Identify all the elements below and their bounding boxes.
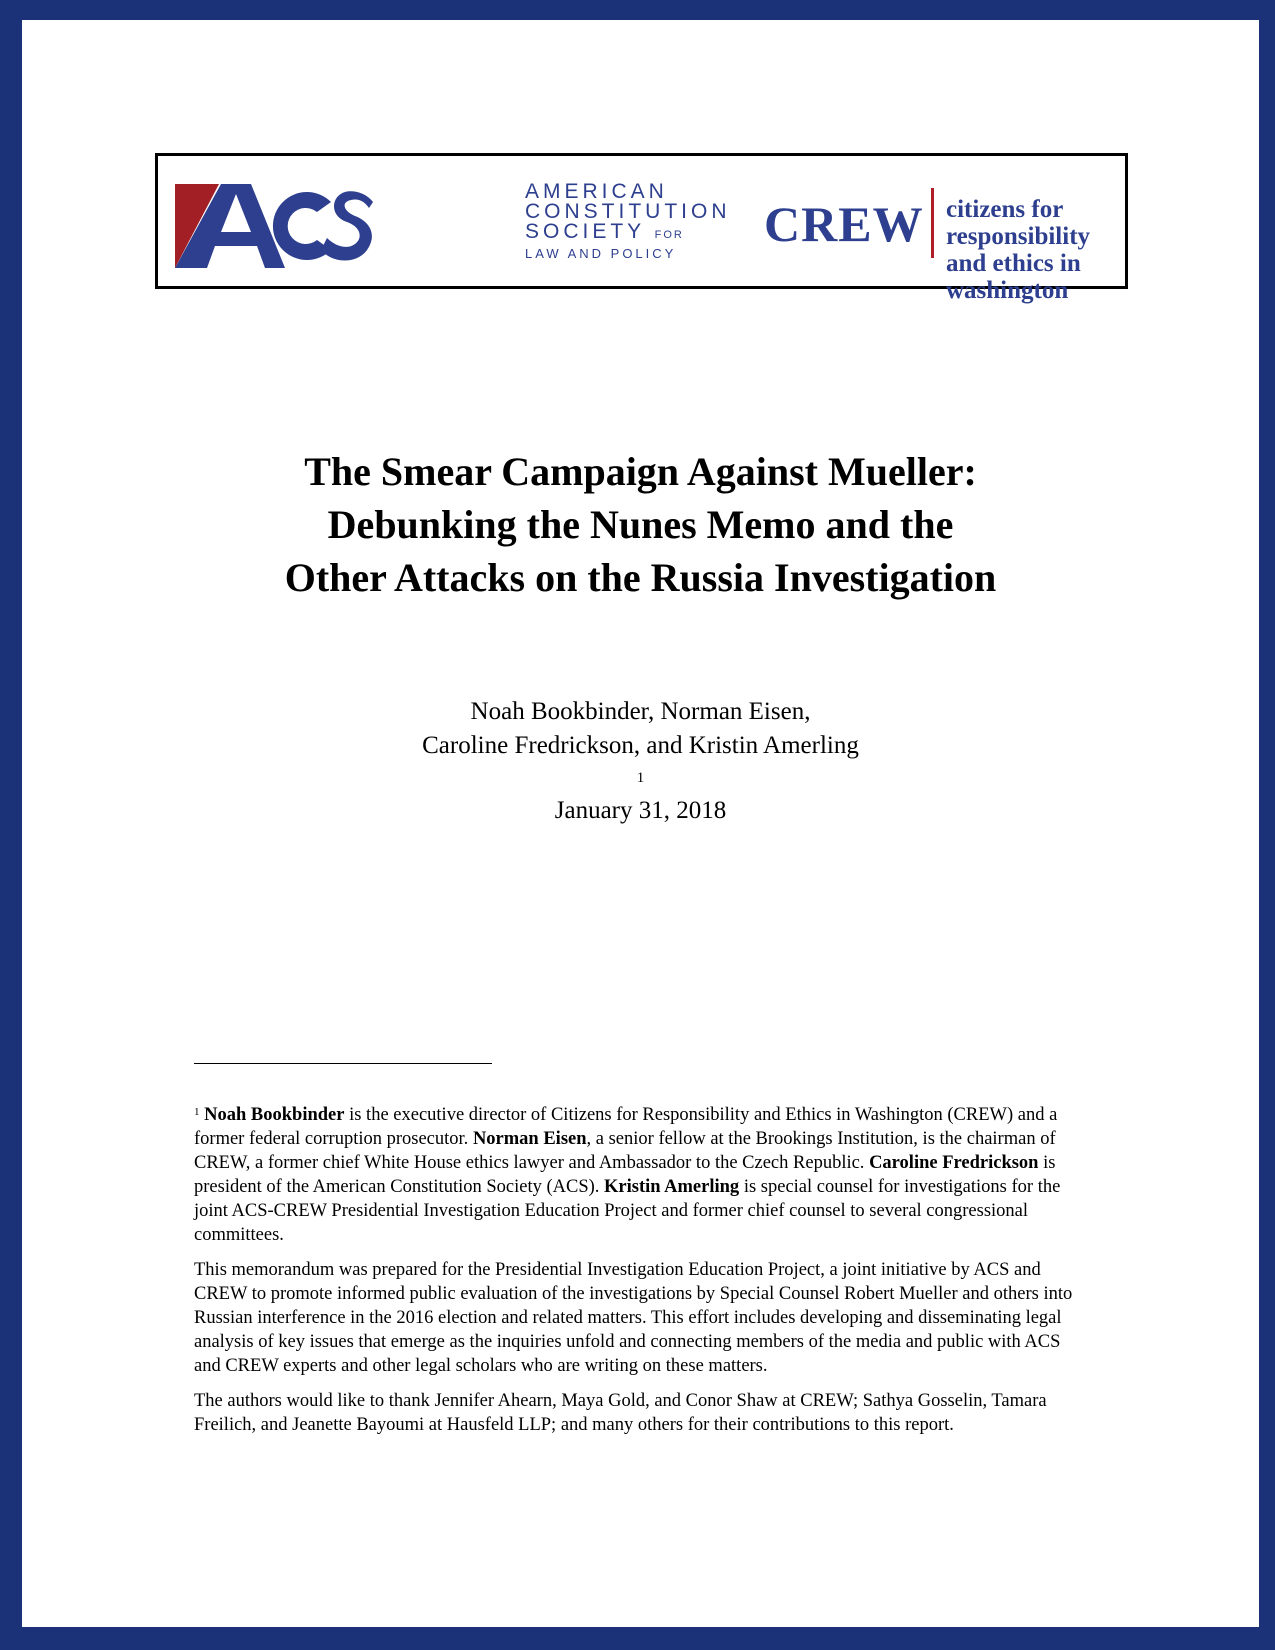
document-title [22,445,1259,604]
acs-society-word: SOCIETY [525,220,645,243]
acs-for-word: FOR [654,229,684,241]
author-name: Kristin Amerling [604,1177,740,1197]
acs-name-line2: CONSTITUTION [525,200,731,223]
acs-name-line3 [525,222,731,245]
footnote-1 [194,1103,1084,1247]
authors-line2-text: Caroline Fredrickson, and Kristin Amerling [422,732,859,759]
authors-block [22,695,1259,797]
footnote-separator [194,1063,492,1064]
footnote-text: is the executive director of Citizens for Responsibility and Ethics in Washington (CREW) and a former federal corruption prosecutor. [194,1105,1058,1149]
footnote-mark: 1 [194,1106,200,1118]
footnote-text: , a senior fellow at the Brookings Institution, is the chairman of CREW, a former chief White House ethics lawyer and Ambassador to the Czech Republic. [194,1129,1056,1173]
document-date: January 31, 2018 [554,797,727,824]
footnote-text: is special counsel for investigations for the joint ACS-CREW Presidential Investigation Education Project and former chief counsel to several congressional committees. [194,1177,1061,1245]
footnote-paragraph-3: The authors would like to thank Jennifer Ahearn, Maya Gold, and Conor Shaw at CREW; Sathya Gosselin, Tamara Freilich, and Jeanette Bayoumi at Hausfeld LLP; and many others for their contributions to this report. [194,1391,1047,1435]
author-name: Noah Bookbinder [204,1105,345,1125]
crew-logo-name: CREW [764,196,924,252]
logo-banner [155,153,1128,304]
document-page [22,20,1259,1627]
authors-line1: Noah Bookbinder, Norman Eisen, [470,698,811,725]
title-line: The Smear Campaign Against Mueller: [304,449,977,494]
footnote-text: is president of the American Constitution Society (ACS). [194,1153,1056,1197]
acs-logo-mark [175,184,375,268]
title-line: Other Attacks on the Russia Investigation [284,555,997,600]
crew-tagline-line1: citizens for responsibility [946,196,1091,250]
footnotes [194,1103,1084,1448]
author-name: Caroline Fredrickson [869,1153,1039,1173]
footnote-reference: 1 [636,770,645,786]
crew-tagline [946,196,1125,304]
acs-wordmark [525,182,731,263]
acs-name-line4: LAW AND POLICY [525,246,677,261]
authors-line2 [22,729,1259,797]
crew-divider-bar [931,188,934,258]
author-name: Norman Eisen [472,1129,587,1149]
title-line: Debunking the Nunes Memo and the [327,502,954,547]
crew-tagline-line2: and ethics in washington [946,250,1081,304]
footnote-paragraph-2: This memorandum was prepared for the Presidential Investigation Education Project, a joint initiative by ACS and CREW to promote informed public evaluation of the investigations by Special Counsel Robert Mueller and others into Russian interference in the 2016 election and related matters. This effort includes developing and disseminating legal analysis of key issues that emerge as the inquiries unfold and connecting members of the media and public with ACS and CREW experts and other legal scholars who are writing on these matters. [194,1260,1073,1376]
acs-name-line1: AMERICAN [525,180,668,203]
